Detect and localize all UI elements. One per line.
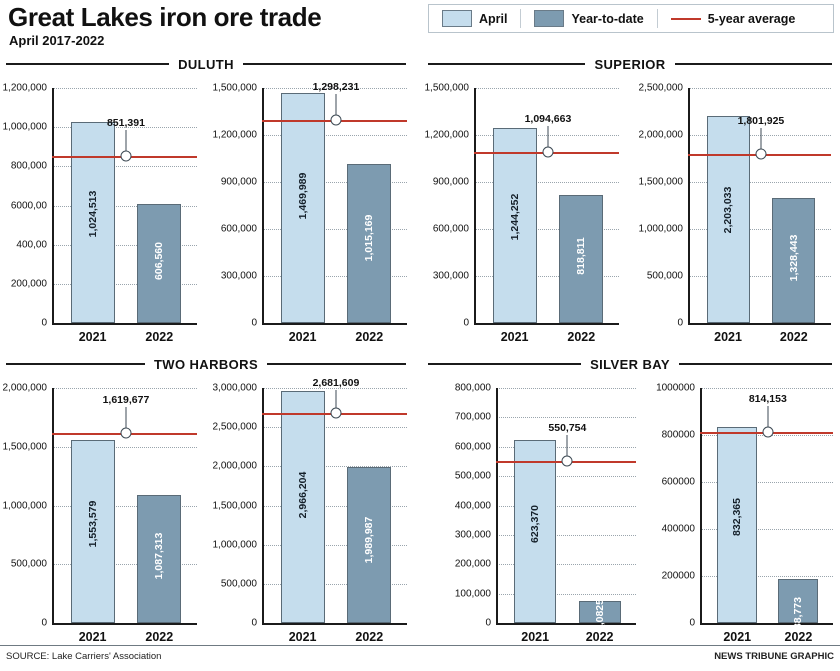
y-axis-tick-label: 400000 <box>661 523 695 535</box>
rule-left <box>428 63 585 65</box>
x-axis <box>262 323 407 325</box>
average-marker-icon <box>562 456 573 467</box>
gridline <box>700 388 833 389</box>
bar-2021 <box>514 440 556 623</box>
rule-left <box>6 363 145 365</box>
x-axis-tick-label: 2021 <box>78 330 107 344</box>
y-axis <box>688 88 690 325</box>
bar-2022 <box>137 204 181 323</box>
bar-2021 <box>707 116 750 323</box>
bar-value-label: 1,024,513 <box>86 190 99 237</box>
y-axis-tick-label: 800,000 <box>10 160 47 172</box>
x-axis-tick-label: 2022 <box>779 330 808 344</box>
average-value-label: 1,094,663 <box>524 112 572 125</box>
average-value-label: 851,391 <box>106 117 145 130</box>
bar-2021 <box>717 427 757 623</box>
page-subtitle: April 2017-2022 <box>9 33 105 48</box>
x-axis-tick-label: 2022 <box>355 630 384 644</box>
y-axis-tick-label: 600,000 <box>454 441 491 453</box>
y-axis-tick-label: 600,000 <box>220 223 257 235</box>
average-value-label: 550,754 <box>548 422 587 435</box>
y-axis-tick-label: 3,000,000 <box>212 382 257 394</box>
rule-left <box>6 63 169 65</box>
rule-right <box>243 63 406 65</box>
legend-item-average <box>658 12 809 26</box>
x-axis-tick-label: 2021 <box>500 330 529 344</box>
y-axis-tick-label: 2,000,000 <box>638 129 683 141</box>
y-axis-tick-label: 1,500,000 <box>2 441 47 453</box>
gridline <box>688 88 831 89</box>
source-note: SOURCE: Lake Carriers' Association <box>6 651 162 662</box>
bar-value-label: 1,469,989 <box>296 173 309 220</box>
y-axis-tick-label: 600,000 <box>432 223 469 235</box>
section-title-superior <box>428 56 832 72</box>
bar-value-label: 1,989,987 <box>363 516 376 563</box>
y-axis-tick-label: 0 <box>689 617 695 629</box>
section-title-two-harbors <box>6 356 406 372</box>
x-axis-tick-label: 2021 <box>288 330 317 344</box>
bar-value-label: 188,773 <box>792 596 805 635</box>
average-marker-icon <box>120 427 131 438</box>
y-axis-tick-label: 0 <box>463 317 469 329</box>
bar-value-label: 818,811 <box>575 236 588 275</box>
x-axis-tick-label: 2021 <box>714 330 742 344</box>
bar-2022 <box>137 495 181 623</box>
y-axis-tick-label: 0 <box>485 617 491 629</box>
y-axis-tick-label: 1,200,000 <box>212 129 257 141</box>
y-axis-tick-label: 2,500,000 <box>212 421 257 433</box>
x-axis <box>688 323 831 325</box>
y-axis-tick-label: 500,000 <box>10 558 47 570</box>
chart-two-harbors-ytd <box>212 377 407 644</box>
y-axis-tick-label: 0 <box>41 617 47 629</box>
average-value-label: 814,153 <box>748 392 787 405</box>
y-axis-tick-label: 1,500,000 <box>638 176 683 188</box>
bar-2022 <box>778 579 818 635</box>
rule-right <box>675 63 832 65</box>
average-marker-icon <box>542 146 553 157</box>
rule-right <box>679 363 832 365</box>
y-axis-tick-label: 300,000 <box>432 270 469 282</box>
y-axis-tick-label: 0 <box>677 317 683 329</box>
bar-2022 <box>347 467 391 623</box>
y-axis-tick-label: 900,000 <box>220 176 257 188</box>
y-axis <box>262 388 264 625</box>
average-marker-icon <box>330 407 341 418</box>
y-axis <box>52 88 54 325</box>
bar-value-label: 623,370 <box>529 504 542 543</box>
y-axis <box>262 88 264 325</box>
y-axis-tick-label: 1000000 <box>656 382 695 394</box>
y-axis-tick-label: 800000 <box>661 429 695 441</box>
chart-two-harbors-april <box>2 382 197 644</box>
y-axis-tick-label: 2,000,000 <box>2 382 47 394</box>
bar-value-label: 1,328,443 <box>787 234 800 281</box>
x-axis <box>52 623 197 625</box>
bar-value-label: 606,560 <box>153 242 166 281</box>
y-axis-tick-label: 1,000,000 <box>638 223 683 235</box>
bar-value-label: 1,553,579 <box>86 500 99 548</box>
y-axis-tick-label: 500,000 <box>220 578 257 590</box>
legend-item-april <box>429 10 520 27</box>
x-axis-tick-label: 2021 <box>78 630 107 644</box>
y-axis-tick-label: 0 <box>41 317 47 329</box>
x-axis-tick-label: 2022 <box>784 630 813 644</box>
y-axis <box>496 388 498 625</box>
bar-value-label: 1,087,313 <box>153 532 166 580</box>
rule-right <box>267 363 406 365</box>
y-axis-tick-label: 1,200,000 <box>2 82 47 94</box>
section-title-silver-bay <box>428 356 832 372</box>
x-axis-tick-label: 2021 <box>521 630 550 644</box>
gridline <box>496 388 636 389</box>
bar-value-label: 832,365 <box>731 497 744 536</box>
ytd-swatch-icon <box>534 10 564 27</box>
y-axis-tick-label: 500,000 <box>646 270 683 282</box>
chart-duluth-april <box>2 82 197 344</box>
y-axis-tick-label: 800,000 <box>454 382 491 394</box>
chart-duluth-ytd <box>212 80 407 344</box>
bar-2021 <box>71 122 115 323</box>
bar-2021 <box>281 391 325 623</box>
y-axis-tick-label: 400,00 <box>16 239 47 251</box>
chart-silver-bay-april <box>454 382 636 644</box>
bar-2022 <box>347 164 391 323</box>
y-axis-tick-label: 200,000 <box>10 278 47 290</box>
bar-2021 <box>71 440 115 623</box>
y-axis-tick-label: 700,000 <box>454 411 491 423</box>
y-axis-tick-label: 500,000 <box>454 470 491 482</box>
y-axis <box>474 88 476 325</box>
y-axis-tick-label: 6000,00 <box>10 200 47 211</box>
section-title-duluth <box>6 56 406 72</box>
section-name: SUPERIOR <box>594 56 666 72</box>
page-title: Great Lakes iron ore trade <box>8 2 322 32</box>
bar-value-label: 2,966,204 <box>296 471 309 519</box>
y-axis-tick-label: 1,000,000 <box>2 500 47 511</box>
average-value-label: 1,801,925 <box>737 114 785 127</box>
graphic-credit: NEWS TRIBUNE GRAPHIC <box>714 651 834 662</box>
x-axis-tick-label: 2021 <box>288 630 317 644</box>
bar-value-label: 76,0825 <box>593 599 606 637</box>
y-axis-tick-label: 200000 <box>661 570 695 582</box>
bar-value-label: 1,015,169 <box>363 214 376 262</box>
gridline <box>496 417 636 418</box>
y-axis-tick-label: 1,500,000 <box>212 82 257 94</box>
y-axis-tick-label: 2,000,000 <box>212 460 257 472</box>
legend-item-ytd <box>521 10 656 27</box>
legend-label-april: April <box>479 11 508 26</box>
section-name: DULUTH <box>178 56 234 72</box>
y-axis-tick-label: 1,000,000 <box>2 121 47 133</box>
y-axis-tick-label: 1,000,000 <box>212 539 257 551</box>
gridline <box>52 88 197 89</box>
gridline <box>52 388 197 389</box>
average-marker-icon <box>120 151 131 162</box>
y-axis-tick-label: 100,000 <box>454 588 491 600</box>
legend-label-ytd: Year-to-date <box>571 11 644 26</box>
header <box>0 0 840 52</box>
y-axis-tick-label: 1,500,000 <box>212 500 257 511</box>
x-axis-tick-label: 2021 <box>723 630 752 644</box>
x-axis <box>474 323 619 325</box>
chart-silver-bay-ytd <box>656 382 833 644</box>
x-axis-tick-label: 2022 <box>145 330 174 344</box>
x-axis-tick-label: 2022 <box>585 630 614 644</box>
legend-label-average: 5-year average <box>707 11 796 26</box>
x-axis <box>700 623 833 625</box>
y-axis-tick-label: 900,000 <box>432 176 469 188</box>
x-axis-tick-label: 2022 <box>145 630 174 644</box>
y-axis-tick-label: 2,500,000 <box>638 82 683 94</box>
average-value-label: 2,681,609 <box>312 377 360 389</box>
average-value-label: 1,298,231 <box>312 80 360 93</box>
chart-superior-ytd <box>638 82 831 344</box>
section-name: SILVER BAY <box>590 356 670 372</box>
y-axis-tick-label: 300,000 <box>454 529 491 541</box>
bar-2021 <box>493 128 537 323</box>
y-axis-tick-label: 400,000 <box>454 500 491 511</box>
average-value-label: 1,619,677 <box>102 393 150 406</box>
section-name: TWO HARBORS <box>153 356 259 372</box>
bar-2022 <box>559 195 603 323</box>
gridline <box>474 88 619 89</box>
rule-left <box>428 363 581 365</box>
y-axis-tick-label: 1,200,000 <box>424 129 469 141</box>
average-line-icon <box>671 18 701 20</box>
y-axis-tick-label: 200,000 <box>454 558 491 570</box>
bar-value-label: 2,203,033 <box>722 186 735 234</box>
average-marker-icon <box>755 148 766 159</box>
x-axis <box>262 623 407 625</box>
april-swatch-icon <box>442 10 472 27</box>
y-axis <box>700 388 702 625</box>
x-axis-tick-label: 2022 <box>567 330 596 344</box>
x-axis <box>52 323 197 325</box>
bar-2022 <box>772 198 815 323</box>
x-axis <box>496 623 636 625</box>
footer-divider <box>0 645 840 646</box>
y-axis-tick-label: 300,000 <box>220 270 257 282</box>
y-axis <box>52 388 54 625</box>
y-axis-tick-label: 0 <box>251 317 257 329</box>
chart-superior-april <box>424 82 619 344</box>
y-axis-tick-label: 1,500,000 <box>424 82 469 94</box>
y-axis-tick-label: 0 <box>251 617 257 629</box>
legend <box>428 4 834 33</box>
average-marker-icon <box>330 114 341 125</box>
average-marker-icon <box>762 426 773 437</box>
x-axis-tick-label: 2022 <box>355 330 384 344</box>
y-axis-tick-label: 600000 <box>661 476 695 488</box>
bar-2021 <box>281 93 325 323</box>
bar-value-label: 1,244,252 <box>508 193 521 241</box>
